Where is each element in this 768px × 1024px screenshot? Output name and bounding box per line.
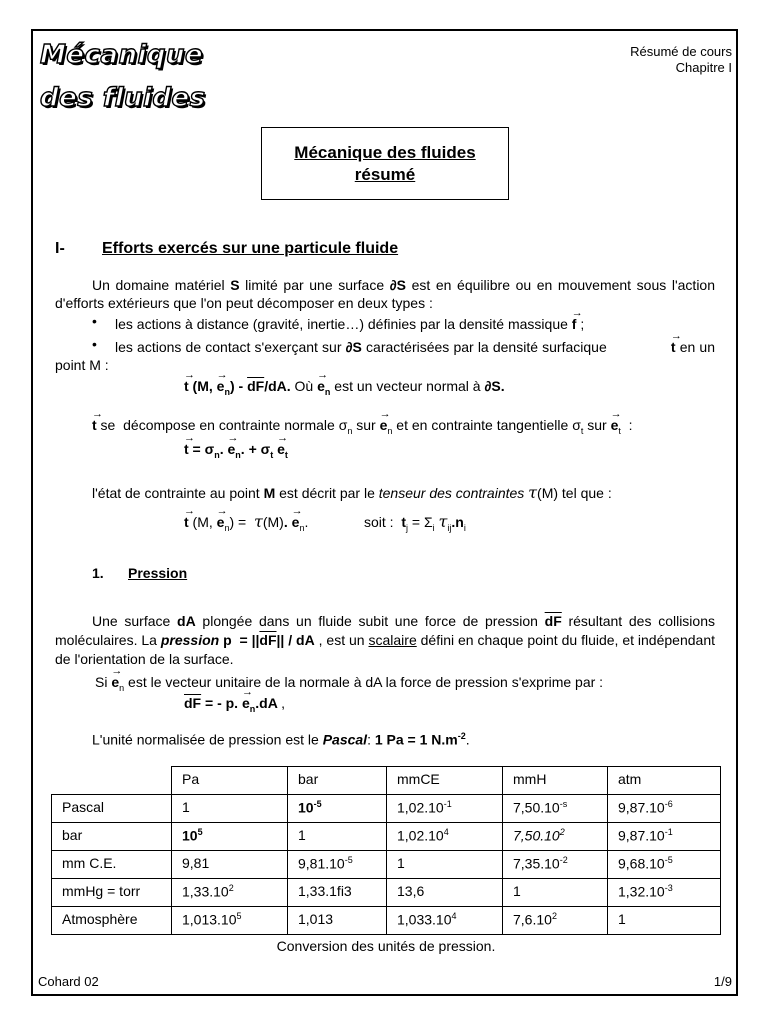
section-intro: Un domaine matériel S limité par une surface ∂S est en équilibre ou en mouvement sous l'action d'efforts extérieurs que l'on peut décomposer en deux types : — [55, 277, 715, 311]
formula-4: $\overline{dF}$ = - p. → $e_n.dA$ , — [184, 694, 484, 718]
chapter-label: Chapitre I — [675, 60, 732, 75]
table-cell: 7,6.10$^2$ — [503, 907, 608, 935]
subsection-number: 1. — [92, 565, 104, 581]
subsection-heading: Pression — [128, 565, 188, 581]
table-cell: 1,33.10$^2$ — [172, 879, 288, 907]
table-cell: $9,87.10^{-6}$ — [608, 795, 721, 823]
table-cell: 1 — [172, 795, 288, 823]
table-cell: $7,35.10^{-2}$ — [503, 851, 608, 879]
unit-text: L'unité normalisée de pression est le Pascal: 1 Pa = 1 $N.m^{-2}$. — [92, 731, 470, 748]
table-cell: $1,32.10^{-3}$ — [608, 879, 721, 907]
table-cell: $1,02.10^{-1}$ — [387, 795, 503, 823]
table-caption: Conversion des unités de pression. — [276, 938, 496, 954]
table-header: mmCE — [387, 767, 503, 795]
bullet-2-dot: • — [92, 336, 97, 352]
formula-soit: soit : $t_j = \Sigma_i$ $\tau_{ij}.n_i$ — [364, 512, 466, 533]
section-heading: Efforts exercés sur une particule fluide — [102, 240, 399, 257]
table-cell: $9,68.10^{-5}$ — [608, 851, 721, 879]
table-row — [52, 907, 721, 935]
table-row — [52, 851, 721, 879]
bullet-1-dot: • — [92, 313, 97, 329]
title-box — [261, 127, 509, 200]
table-cell: $10^{-5}$ — [288, 795, 387, 823]
table-cell: 1 — [608, 907, 721, 935]
stress-state-text: l'état de contrainte au point M est décrit par le tenseur des contraintes τ(M) tel que : — [92, 483, 612, 502]
normal-vector-text: $Si \to e_n$ est le vecteur unitaire de la normale à dA la force de pression s'exprime par : — [95, 673, 715, 697]
table-cell: 1,033.10$^4$ — [387, 907, 503, 935]
table-cell: Pascal — [52, 795, 172, 823]
table-cell: bar — [52, 823, 172, 851]
table-cell: mm C.E. — [52, 851, 172, 879]
formula-3: → t (M, → $e_n) = \tau(M)$. → $e_n$. — [184, 513, 484, 537]
bullet-1: les actions à distance (gravité, inertie…) définies par la densité massique → f ; — [115, 315, 715, 333]
table-header-row — [52, 767, 721, 795]
table-cell: 1,013 — [288, 907, 387, 935]
formula-1: → t (M, → $e_n) - \overline{dF}/dA$. Où → $e_n$ est un vecteur normal à ∂S. — [184, 377, 704, 401]
table-row — [52, 795, 721, 823]
table-header: atm — [608, 767, 721, 795]
table-cell: 1 — [503, 879, 608, 907]
footer-author: Cohard 02 — [38, 974, 99, 989]
table-cell: $9,87.10^{-1}$ — [608, 823, 721, 851]
table-cell: 1 — [387, 851, 503, 879]
table-cell: 1,02.10$^4$ — [387, 823, 503, 851]
table-cell: 13,6 — [387, 879, 503, 907]
table-cell: 1,013.10$^5$ — [172, 907, 288, 935]
table-cell: 1,33.1fi3 — [288, 879, 387, 907]
section-number: I- — [55, 240, 65, 257]
formula-2: → $t = \sigma_n$. → $e_n$. + $\sigma_t \to e_t$ — [184, 440, 484, 464]
table-row — [52, 879, 721, 907]
logo-line-2: des fluides — [40, 83, 206, 113]
pressure-paragraph: Une surface dA plongée dans un fluide subit une force de pression $\overline{dF}$ résultant des collisions moléculaires. La pression $p = ||\overline{dF}||$ / dA , est un scalaire défini en chaque point du fluide, et indépendant de l'orientation de la surface. — [55, 613, 715, 667]
table-cell: mmHg = torr — [52, 879, 172, 907]
table-cell: $10^5$ — [172, 823, 288, 851]
logo-line-1: Mécanique — [40, 40, 204, 70]
conversion-table — [51, 766, 721, 935]
bullet-2: les actions de contact s'exerçant sur ∂S caractérisées par la densité surfacique → t en un point M : — [55, 338, 715, 374]
table-header: Pa — [172, 767, 288, 795]
summary-label: Résumé de cours — [630, 44, 732, 59]
table-cell: $9,81.10^{-5}$ — [288, 851, 387, 879]
table-row — [52, 823, 721, 851]
table-header: bar — [288, 767, 387, 795]
table-cell: 1 — [288, 823, 387, 851]
title-line-1: Mécanique des fluides — [294, 143, 476, 162]
title-line-2: résumé — [354, 165, 416, 184]
table-cell: $7,50.10^{-s}$ — [503, 795, 608, 823]
decomposition-text: → t se décompose en contrainte normale $\sigma_n$ sur → $e_n$ et en contrainte tangentielle $\sigma_t$ sur → $e_t$ : — [92, 416, 712, 440]
footer-page: 1/9 — [713, 974, 732, 989]
table-cell: 7,50.10$^2$ — [503, 823, 608, 851]
table-cell: Atmosphère — [52, 907, 172, 935]
table-cell: 9,81 — [172, 851, 288, 879]
table-header: mmH — [503, 767, 608, 795]
